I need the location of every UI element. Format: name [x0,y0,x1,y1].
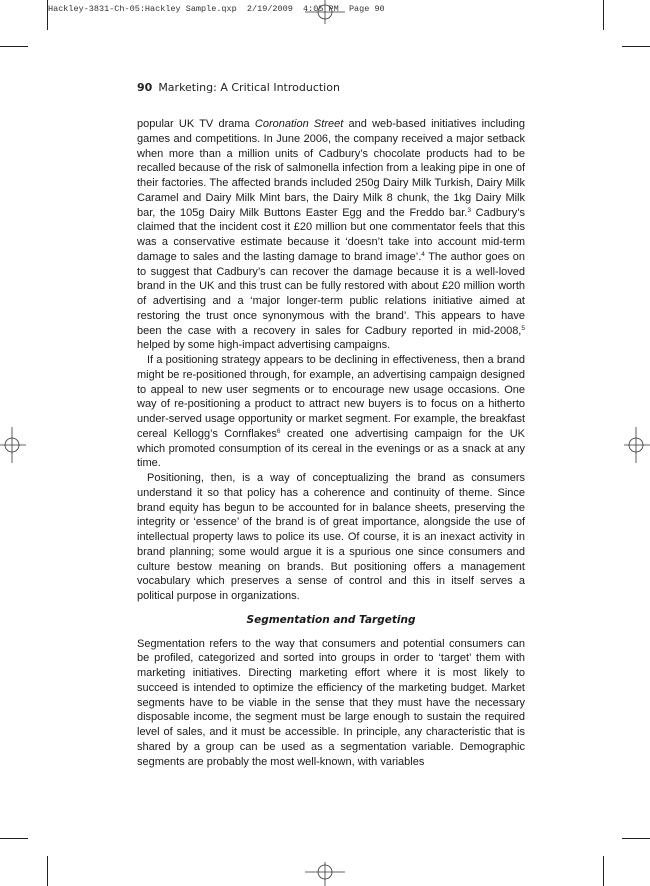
body-text [137,117,525,769]
text-run: helped by some high-impact advertising campaigns. [137,339,391,352]
crop-mark [0,46,28,47]
registration-mark-left [0,423,28,467]
text-run: popular UK TV drama [137,118,255,130]
text-run: Cadbury’s claimed that the incident cost it £20 million but one commentator feels that this was a conservative estimate because it ‘doesn’t take into account mid-term damage to sales and the lasting damage to brand image’. [137,206,525,263]
text-run: The author goes on to suggest that Cadbury’s can recover the damage because it is a well-loved brand in the UK and this trust can be fully restored with about £20 million worth of advertising and a ‘major longer-term public relations initiative aimed at restoring the trust once synonymous with the brand’. This appears to have been the case with a recovery in sales for Cadbury reported in mid-2008, [137,250,525,337]
text-run: created one advertising campaign for the UK which promoted consumption of its cereal in the evenings or as a snack at any time. [137,427,525,470]
italic-title: Coronation Street [254,118,344,130]
crop-mark [0,838,28,839]
paragraph [137,471,525,604]
text-run: and web-based initiatives including games and competitions. In June 2006, the company received a major setback when more than a million units of Cadbury’s chocolate products had to be recalled because of the risk of salmonella infection from a leaking pipe in one of their factories. The affected brands included 250g Dairy Milk Turkish, Dairy Milk Caramel and Dairy Milk Mint bars, the Dairy Milk 8 chunk, the 1kg Dairy Milk bar, the 105g Dairy Milk Buttons Easter Egg and the Freddo bar. [137,118,525,219]
footnote-ref: 5 [521,324,525,332]
crop-mark [622,46,650,47]
page-number: 90 [137,81,153,94]
crop-mark [603,0,604,30]
crop-mark [47,0,48,30]
crop-mark [603,856,604,886]
printer-slug: Hackley-3831-Ch-05:Hackley Sample.qxp 2/19/2009 4:05 PM Page 90 [48,4,385,14]
crop-mark [47,856,48,886]
footnote-ref: 6 [276,427,281,435]
paragraph [137,117,525,353]
footnote-ref: 4 [421,250,425,258]
footnote-ref: 3 [467,206,471,214]
text-run: If a positioning strategy appears to be declining in effectiveness, then a brand might be re-positioned through, for example, an advertising campaign designed to appeal to new user segments or to encourage new usage occasions. One way of re-positioning a product to attract new buyers is to focus on a hitherto under-served usage opportunity or market segment. For example, the breakfast cereal Kellogg’s Cornflakes [137,354,525,440]
crop-mark [622,838,650,839]
section-heading: Segmentation and Targeting [246,613,416,626]
paragraph [137,353,525,471]
registration-mark-bottom [300,860,350,886]
running-header [137,81,340,94]
text-run: Segmentation refers to the way that consumers and potential consumers can be profiled, categorized and sorted into groups in order to ‘target’ them with marketing initiatives. Directing marketing effort where it is most likely to succeed is intended to optimize the efficiency of the marketing budget. Market segments have to be viable in the sense that they must have the necessary disposable income, the segment must be large enough to sustain the required level of sales, and it must be accessible. In principle, any characteristic that is shared by a group can be used as a segmentation variable. Demographic segments are probably the most well-known, with variables [137,637,525,768]
book-title: Marketing: A Critical Introduction [158,81,340,94]
paragraph [137,637,525,770]
registration-mark-top [300,0,350,26]
text-run: Positioning, then, is a way of conceptualizing the brand as consumers understand it so that policy has a coherence and continuity of theme. Since brand equity has begun to be accounted for in balance sheets, preserving the integrity or ‘essence’ of the brand is of great importance, alongside the use of intellectual property laws to police its use. Of course, it is an inexact activity in brand planning; some would argue it is a spurious one since consumers and culture bestow meaning on brands. But positioning offers a management vocabulary which preserves a sense of control and this in itself serves a political purpose in organizations. [137,472,525,602]
registration-mark-right [622,423,650,467]
